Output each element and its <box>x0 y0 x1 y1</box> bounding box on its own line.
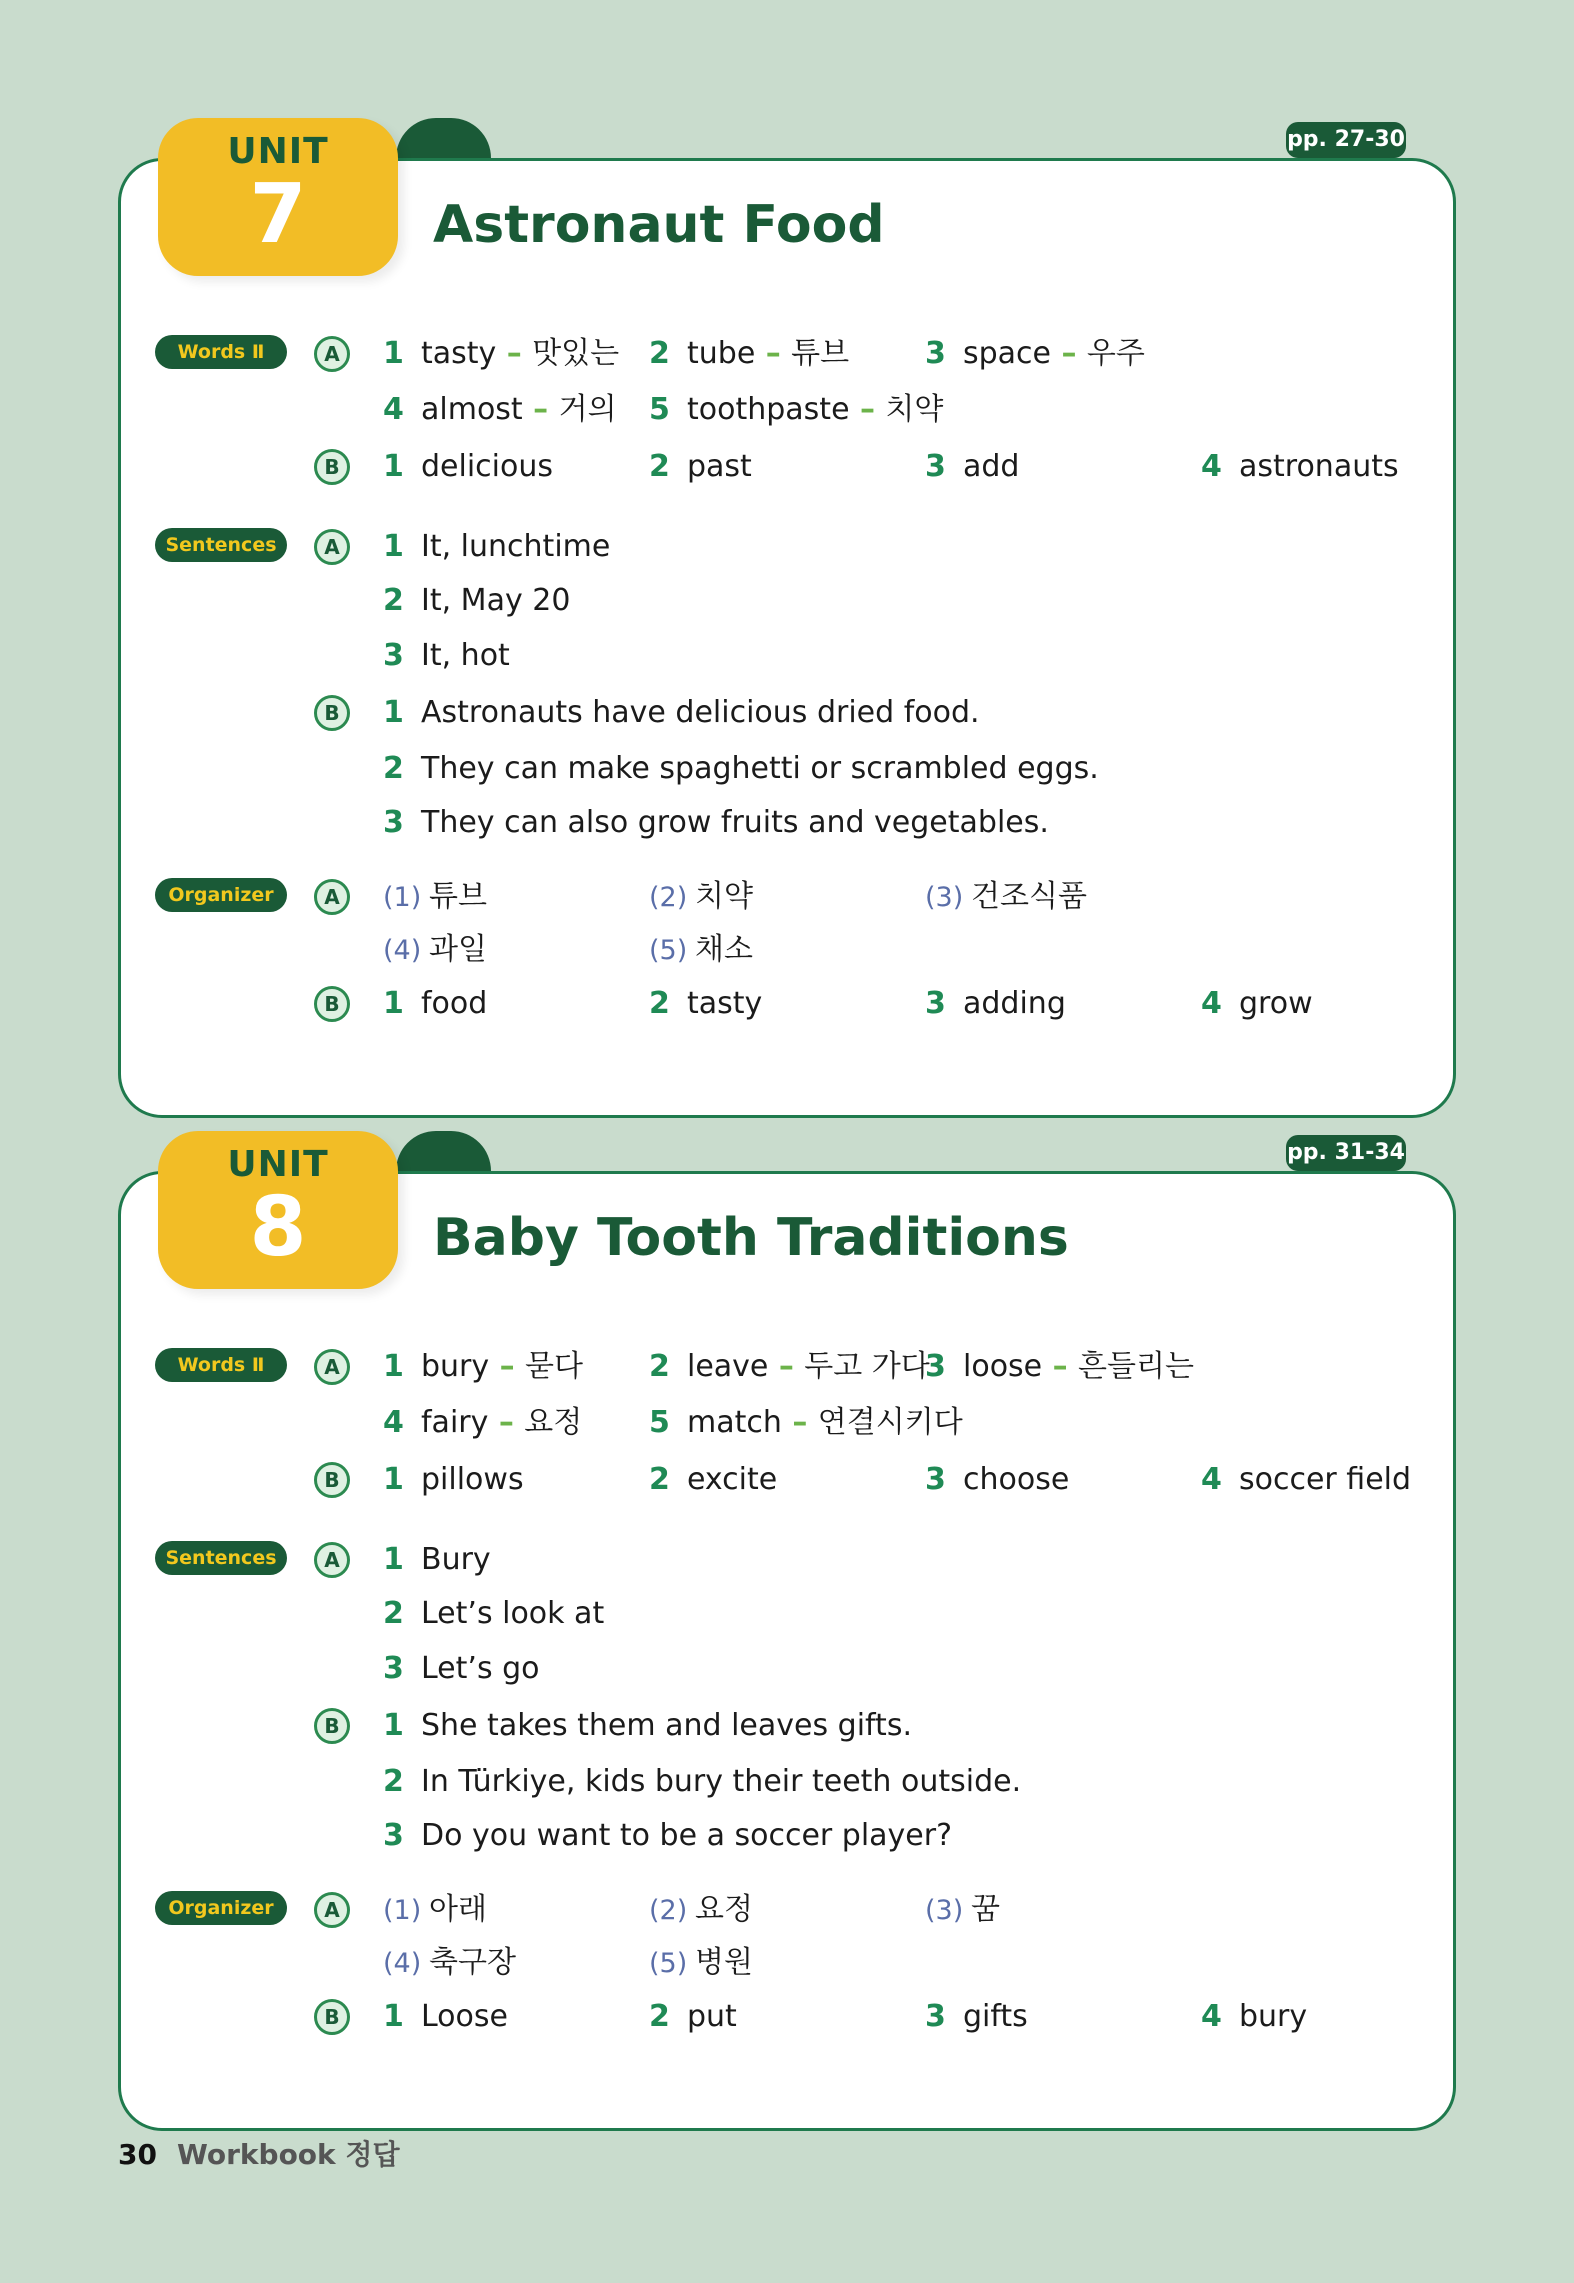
item-number: 2 <box>383 1596 404 1631</box>
answer-text: grow <box>1239 986 1313 1021</box>
unit-title: Astronaut Food <box>433 195 885 255</box>
answer-text: 채소 <box>695 932 753 967</box>
answer-text: tasty <box>687 986 763 1021</box>
item-number: 4 <box>1201 1462 1222 1497</box>
answer-item <box>925 982 1066 1026</box>
dash-separator: – <box>522 392 559 427</box>
item-number: 2 <box>383 751 404 786</box>
item-number: 3 <box>925 336 946 371</box>
item-number: 3 <box>925 1349 946 1384</box>
answer-item <box>383 1345 583 1389</box>
item-number: 2 <box>649 1999 670 2034</box>
item-number: 1 <box>383 1999 404 2034</box>
answer-text: 꿈 <box>971 1892 1000 1927</box>
answer-item <box>383 747 1099 791</box>
answer-row <box>118 1888 1456 1932</box>
item-number: (3) <box>925 882 964 913</box>
part-b-marker: B <box>314 695 350 731</box>
section-label-sentences: Sentences <box>155 528 287 562</box>
section-label-words: Words Ⅱ <box>155 335 287 369</box>
answer-item <box>383 691 980 735</box>
section-label-sentences: Sentences <box>155 1541 287 1575</box>
answer-row <box>118 579 1456 623</box>
item-number: 3 <box>925 1999 946 2034</box>
item-number: (4) <box>383 1948 422 1979</box>
unit-number: 8 <box>249 1180 307 1275</box>
item-number: 1 <box>383 695 404 730</box>
answer-item <box>649 1941 753 1986</box>
answer-word: bury <box>421 1349 490 1384</box>
answer-text: 튜브 <box>429 879 487 914</box>
answer-text: bury <box>1239 1999 1308 2034</box>
answer-row <box>118 445 1456 489</box>
answer-item <box>1201 445 1399 489</box>
unit-badge <box>158 1131 398 1289</box>
answer-text: 축구장 <box>429 1945 516 1980</box>
answer-text: choose <box>963 1462 1070 1497</box>
unit-section <box>118 1133 1456 2133</box>
part-a-marker: A <box>314 529 350 565</box>
item-number: (5) <box>649 935 688 966</box>
answer-word: tube <box>687 336 756 371</box>
answer-item <box>383 982 487 1026</box>
answer-text: Do you want to be a soccer player? <box>421 1818 953 1853</box>
answer-word: toothpaste <box>687 392 850 427</box>
dash-separator: – <box>489 1349 526 1384</box>
answer-item <box>649 982 762 1026</box>
dash-separator: – <box>1042 1349 1079 1384</box>
answer-item <box>383 928 487 973</box>
answer-item <box>383 445 553 489</box>
answer-text: It, hot <box>421 638 510 673</box>
answer-text: Astronauts have delicious dried food. <box>421 695 980 730</box>
answer-meaning: 우주 <box>1086 336 1145 371</box>
page-number: 30 <box>118 2138 157 2171</box>
answer-row <box>118 525 1456 569</box>
item-number: 3 <box>925 986 946 1021</box>
item-number: 3 <box>383 805 404 840</box>
part-a-marker: A <box>314 1542 350 1578</box>
answer-row <box>118 1941 1456 1985</box>
dash-separator: – <box>1051 336 1087 371</box>
item-number: 1 <box>383 529 404 564</box>
item-number: 4 <box>1201 986 1222 1021</box>
part-a-marker: A <box>314 879 350 915</box>
answer-item <box>383 525 610 569</box>
answer-word: match <box>687 1405 782 1440</box>
answer-item <box>383 1704 912 1748</box>
answer-row <box>118 1538 1456 1582</box>
answer-item <box>925 332 1145 376</box>
answer-item <box>383 875 487 920</box>
footer-label: Workbook 정답 <box>176 2138 400 2171</box>
answer-meaning: 묻다 <box>525 1349 584 1384</box>
item-number: 2 <box>649 1349 670 1384</box>
unit-badge <box>158 118 398 276</box>
answer-item <box>383 1941 516 1986</box>
answer-item <box>925 445 1019 489</box>
answer-item <box>383 1458 524 1502</box>
item-number: 3 <box>925 449 946 484</box>
answer-text: Bury <box>421 1542 491 1577</box>
answer-item <box>925 1888 1000 1933</box>
answer-item <box>383 1814 952 1858</box>
answer-item <box>383 579 570 623</box>
item-number: 1 <box>383 336 404 371</box>
answer-item <box>925 1995 1028 2039</box>
dash-separator: – <box>755 336 792 371</box>
answer-item <box>383 1888 487 1933</box>
item-number: 4 <box>1201 449 1222 484</box>
dash-separator: – <box>849 392 886 427</box>
item-number: (4) <box>383 935 422 966</box>
answer-text: They can also grow fruits and vegetables. <box>421 805 1049 840</box>
answer-text: add <box>963 449 1020 484</box>
answer-item <box>383 332 619 376</box>
item-number: (1) <box>383 1895 422 1926</box>
part-b-marker: B <box>314 1708 350 1744</box>
answer-item <box>383 1995 508 2039</box>
answer-text: 병원 <box>695 1945 753 1980</box>
answer-row <box>118 634 1456 678</box>
item-number: 1 <box>383 1542 404 1577</box>
answer-word: tasty <box>421 336 497 371</box>
answer-text: 치약 <box>695 879 753 914</box>
part-a-marker: A <box>314 1349 350 1385</box>
answer-item <box>649 1995 737 2039</box>
dash-separator: – <box>488 1405 525 1440</box>
part-a-marker: A <box>314 1892 350 1928</box>
answer-item <box>649 332 849 376</box>
item-number: 3 <box>925 1462 946 1497</box>
answer-item <box>649 875 753 920</box>
answer-item <box>649 445 752 489</box>
item-number: (1) <box>383 882 422 913</box>
answer-item <box>649 388 943 432</box>
item-number: 1 <box>383 1349 404 1384</box>
item-number: (3) <box>925 1895 964 1926</box>
answer-row <box>118 1995 1456 2039</box>
answer-meaning: 흔들리는 <box>1078 1349 1194 1384</box>
dash-separator: – <box>496 336 533 371</box>
answer-meaning: 두고 가다 <box>804 1349 930 1384</box>
unit-label: UNIT <box>227 131 329 172</box>
answer-text: She takes them and leaves gifts. <box>421 1708 912 1743</box>
answer-item <box>925 875 1087 920</box>
part-b-marker: B <box>314 1462 350 1498</box>
answer-item <box>383 1401 582 1445</box>
unit-title: Baby Tooth Traditions <box>433 1208 1069 1268</box>
answer-row <box>118 982 1456 1026</box>
answer-row <box>118 1760 1456 1804</box>
answer-row <box>118 801 1456 845</box>
dash-separator: – <box>768 1349 805 1384</box>
answer-text: It, May 20 <box>421 583 571 618</box>
answer-row <box>118 1592 1456 1636</box>
item-number: 1 <box>383 1462 404 1497</box>
answer-meaning: 요정 <box>524 1405 583 1440</box>
unit-section <box>118 120 1456 1120</box>
item-number: 2 <box>649 336 670 371</box>
unit-label: UNIT <box>227 1144 329 1185</box>
item-number: 2 <box>649 449 670 484</box>
item-number: 1 <box>383 1708 404 1743</box>
answer-row <box>118 1647 1456 1691</box>
item-number: 2 <box>383 583 404 618</box>
section-label-organizer: Organizer <box>155 878 287 912</box>
page-range-badge: pp. 27-30 <box>1286 122 1406 158</box>
section-label-words: Words Ⅱ <box>155 1348 287 1382</box>
answer-text: In Türkiye, kids bury their teeth outside. <box>421 1764 1022 1799</box>
item-number: (2) <box>649 882 688 913</box>
answer-row <box>118 1401 1456 1445</box>
answer-text: past <box>687 449 752 484</box>
item-number: 2 <box>383 1764 404 1799</box>
item-number: 4 <box>383 1405 404 1440</box>
item-number: 5 <box>649 392 670 427</box>
item-number: (2) <box>649 1895 688 1926</box>
answer-item <box>383 1592 604 1636</box>
answer-row <box>118 691 1456 735</box>
answer-item <box>383 801 1049 845</box>
item-number: 1 <box>383 449 404 484</box>
answer-text: soccer field <box>1239 1462 1412 1497</box>
item-number: 3 <box>383 1651 404 1686</box>
answer-item <box>649 1345 930 1389</box>
answer-row <box>118 1704 1456 1748</box>
answer-text: Let’s go <box>421 1651 540 1686</box>
answer-text: 요정 <box>695 1892 753 1927</box>
dash-separator: – <box>781 1405 818 1440</box>
item-number: 2 <box>649 986 670 1021</box>
answer-text: adding <box>963 986 1066 1021</box>
answer-text: astronauts <box>1239 449 1399 484</box>
answer-item <box>925 1345 1194 1389</box>
item-number: 4 <box>383 392 404 427</box>
part-b-marker: B <box>314 986 350 1022</box>
part-b-marker: B <box>314 1999 350 2035</box>
answer-item <box>1201 1458 1411 1502</box>
answer-meaning: 맛있는 <box>532 336 620 371</box>
answer-item <box>649 1458 777 1502</box>
item-number: 1 <box>383 986 404 1021</box>
answer-text: Let’s look at <box>421 1596 605 1631</box>
answer-text: delicious <box>421 449 553 484</box>
answer-text: gifts <box>963 1999 1028 2034</box>
answer-text: pillows <box>421 1462 524 1497</box>
answer-word: fairy <box>421 1405 489 1440</box>
answer-item <box>649 1888 753 1933</box>
page-footer <box>118 2133 400 2173</box>
answer-item <box>383 1760 1021 1804</box>
answer-text: food <box>421 986 488 1021</box>
answer-row <box>118 928 1456 972</box>
answer-word: loose <box>963 1349 1043 1384</box>
answer-item <box>1201 982 1313 1026</box>
item-number: 4 <box>1201 1999 1222 2034</box>
answer-text: put <box>687 1999 737 2034</box>
answer-text: It, lunchtime <box>421 529 611 564</box>
item-number: (5) <box>649 1948 688 1979</box>
answer-text: excite <box>687 1462 778 1497</box>
answer-row <box>118 1458 1456 1502</box>
answer-text: 과일 <box>429 932 487 967</box>
answer-row <box>118 1814 1456 1858</box>
answer-text: 건조식품 <box>971 879 1087 914</box>
item-number: 5 <box>649 1405 670 1440</box>
answer-row <box>118 747 1456 791</box>
answer-row <box>118 1345 1456 1389</box>
page-range-badge: pp. 31-34 <box>1286 1135 1406 1171</box>
part-a-marker: A <box>314 336 350 372</box>
answer-item <box>383 1538 491 1582</box>
answer-meaning: 연결시키다 <box>817 1405 963 1440</box>
answer-item <box>649 928 753 973</box>
answer-word: leave <box>687 1349 769 1384</box>
answer-word: almost <box>421 392 523 427</box>
item-number: 3 <box>383 638 404 673</box>
answer-item <box>383 388 617 432</box>
answer-word: space <box>963 336 1052 371</box>
answer-text: Loose <box>421 1999 508 2034</box>
item-number: 2 <box>649 1462 670 1497</box>
answer-item <box>383 634 510 678</box>
answer-item <box>925 1458 1069 1502</box>
answer-item <box>649 1401 963 1445</box>
answer-text: 아래 <box>429 1892 487 1927</box>
answer-meaning: 튜브 <box>791 336 850 371</box>
part-b-marker: B <box>314 449 350 485</box>
answer-meaning: 치약 <box>885 392 944 427</box>
answer-item <box>1201 1995 1307 2039</box>
answer-meaning: 거의 <box>558 392 617 427</box>
section-label-organizer: Organizer <box>155 1891 287 1925</box>
unit-number: 7 <box>249 167 307 262</box>
answer-row <box>118 388 1456 432</box>
answer-row <box>118 875 1456 919</box>
answer-row <box>118 332 1456 376</box>
item-number: 3 <box>383 1818 404 1853</box>
answer-text: They can make spaghetti or scrambled eggs. <box>421 751 1099 786</box>
answer-item <box>383 1647 540 1691</box>
